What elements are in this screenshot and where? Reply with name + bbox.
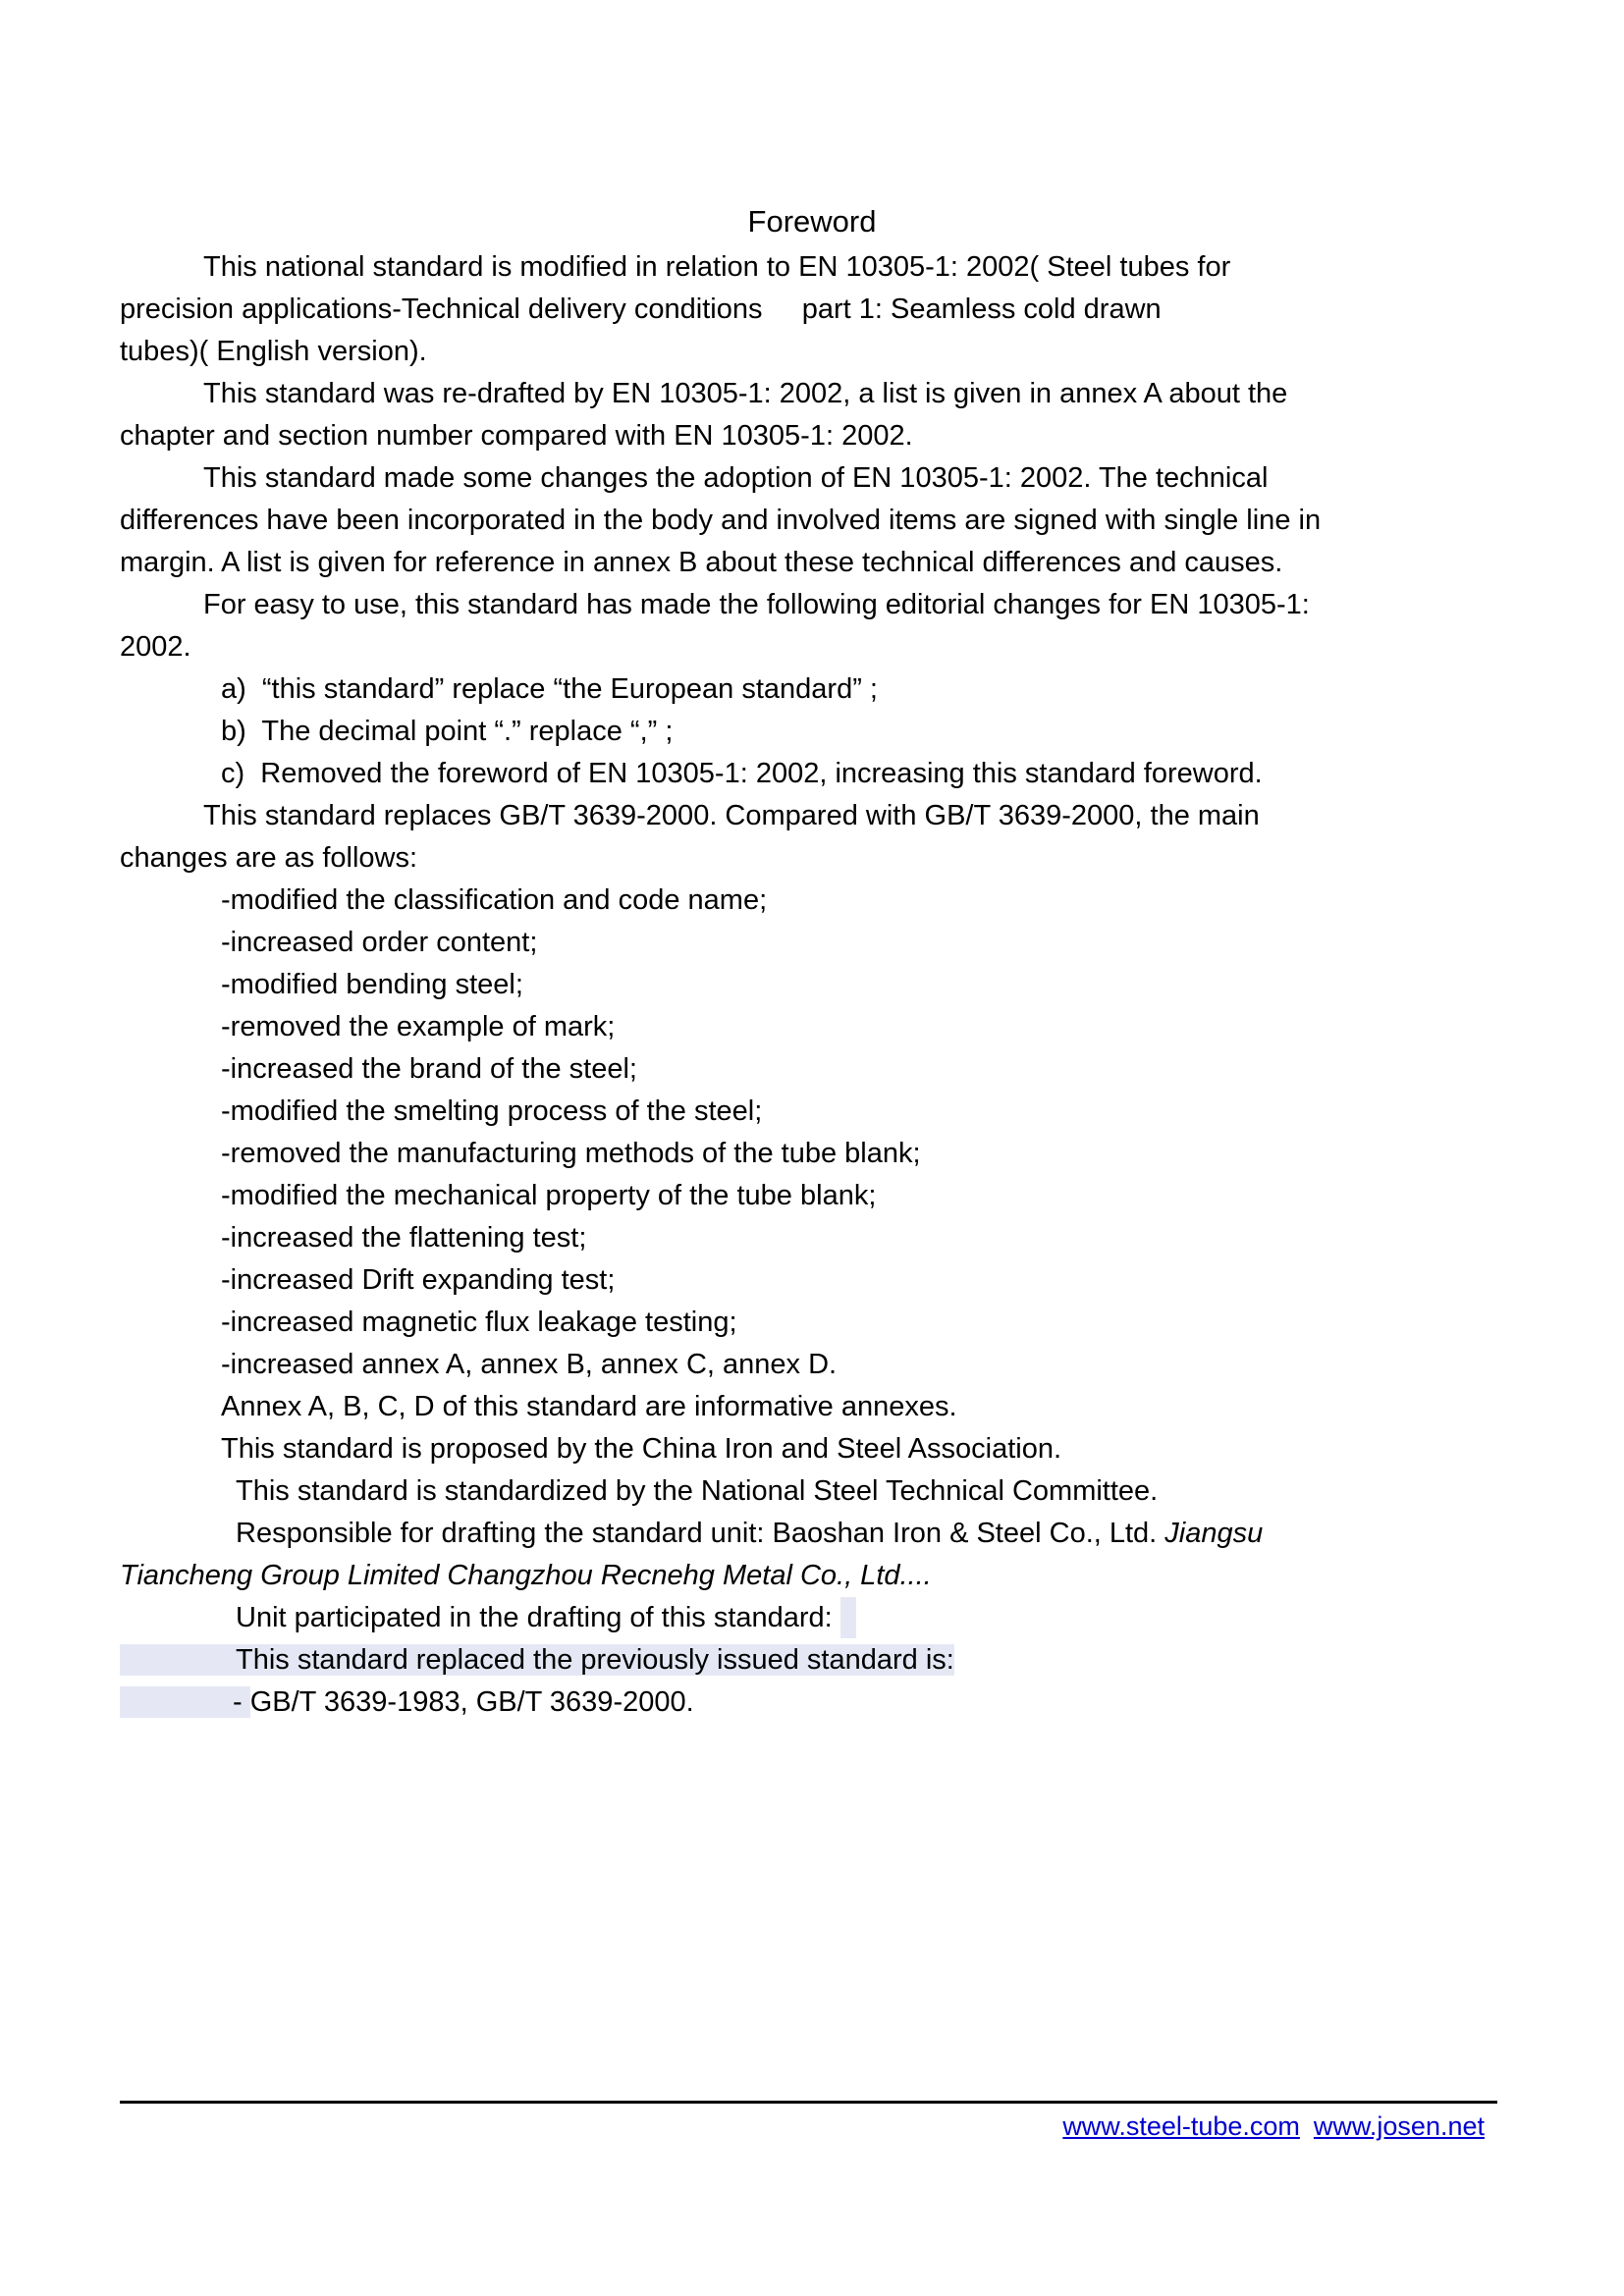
document-line: b) The decimal point “.” replace “,” ; — [221, 716, 674, 747]
footer — [120, 2107, 1485, 2146]
document-line: - GB/T 3639-1983, GB/T 3639-2000. — [120, 1682, 1504, 1724]
document-line: Annex A, B, C, D of this standard are informative annexes. — [221, 1391, 957, 1422]
document-line: a) “this standard” replace “the European standard” ; — [221, 673, 878, 705]
document-line: 2002. — [120, 631, 191, 663]
document-line: differences have been incorporated in the body and involved items are signed with single line in — [120, 505, 1322, 536]
highlighted-text: This standard replaced the previously issued standard is: — [120, 1644, 954, 1676]
page-title: Foreword — [747, 204, 877, 239]
document-line: For easy to use, this standard has made the following editorial changes for EN 10305-1: — [203, 589, 1310, 620]
document-line: -increased order content; — [221, 927, 538, 958]
document-line — [120, 1555, 1504, 1597]
document-line: This standard replaces GB/T 3639-2000. Compared with GB/T 3639-2000, the main — [203, 800, 1260, 831]
tab-spacer — [120, 1668, 236, 1669]
footer-link-josen[interactable]: www.josen.net — [1313, 2111, 1485, 2141]
document-line: precision applications-Technical delivery conditions part 1: Seamless cold drawn — [120, 294, 1162, 325]
document-line — [120, 1597, 1504, 1639]
italic-text: Jiangsu — [1164, 1518, 1264, 1549]
document-line — [120, 1513, 1504, 1555]
document-line: changes are as follows: — [120, 842, 418, 874]
document-line: This national standard is modified in relation to EN 10305-1: 2002( Steel tubes for — [203, 251, 1231, 283]
footer-divider — [120, 2101, 1497, 2104]
document-line: margin. A list is given for reference in annex B about these technical differences and causes. — [120, 547, 1283, 578]
document-line — [120, 1639, 1504, 1682]
highlight-strip — [840, 1597, 856, 1638]
highlighted-lead: - — [120, 1686, 250, 1718]
document-line: This standard is proposed by the China Iron and Steel Association. — [221, 1433, 1062, 1465]
document-line: -increased annex A, annex B, annex C, annex D. — [221, 1349, 838, 1380]
document-line: -modified the smelting process of the steel; — [221, 1095, 763, 1127]
document-line: -modified bending steel; — [221, 969, 523, 1000]
document-body — [120, 200, 1504, 1724]
document-line: -increased the brand of the steel; — [221, 1053, 637, 1085]
line-text: Responsible for drafting the standard unit: Baoshan Iron & Steel Co., Ltd. — [236, 1518, 1165, 1549]
document-line: chapter and section number compared with EN 10305-1: 2002. — [120, 420, 913, 452]
document-line: -removed the example of mark; — [221, 1011, 616, 1042]
italic-text: Tiancheng Group Limited Changzhou Recnehg Metal Co., Ltd.... — [120, 1560, 932, 1591]
document-line: -modified the mechanical property of the tube blank; — [221, 1180, 877, 1211]
document-line: This standard was re-drafted by EN 10305-1: 2002, a list is given in annex A about the — [203, 378, 1288, 409]
footer-link-steel-tube[interactable]: www.steel-tube.com — [1062, 2111, 1300, 2141]
line-text: Unit participated in the drafting of this standard: — [236, 1602, 840, 1633]
document-line: -increased magnetic flux leakage testing; — [221, 1307, 737, 1338]
tab-spacer — [120, 1710, 233, 1711]
document-line: -increased the flattening test; — [221, 1222, 587, 1254]
document-line: This standard is standardized by the National Steel Technical Committee. — [236, 1475, 1159, 1507]
document-line: -modified the classification and code name; — [221, 884, 768, 916]
document-line: This standard made some changes the adoption of EN 10305-1: 2002. The technical — [203, 462, 1269, 494]
document-line: -removed the manufacturing methods of the tube blank; — [221, 1138, 921, 1169]
document-line: -increased Drift expanding test; — [221, 1264, 616, 1296]
document-line: c) Removed the foreword of EN 10305-1: 2002, increasing this standard foreword. — [221, 758, 1263, 789]
document-lines — [120, 246, 1504, 1724]
document-line: tubes)( English version). — [120, 336, 427, 367]
